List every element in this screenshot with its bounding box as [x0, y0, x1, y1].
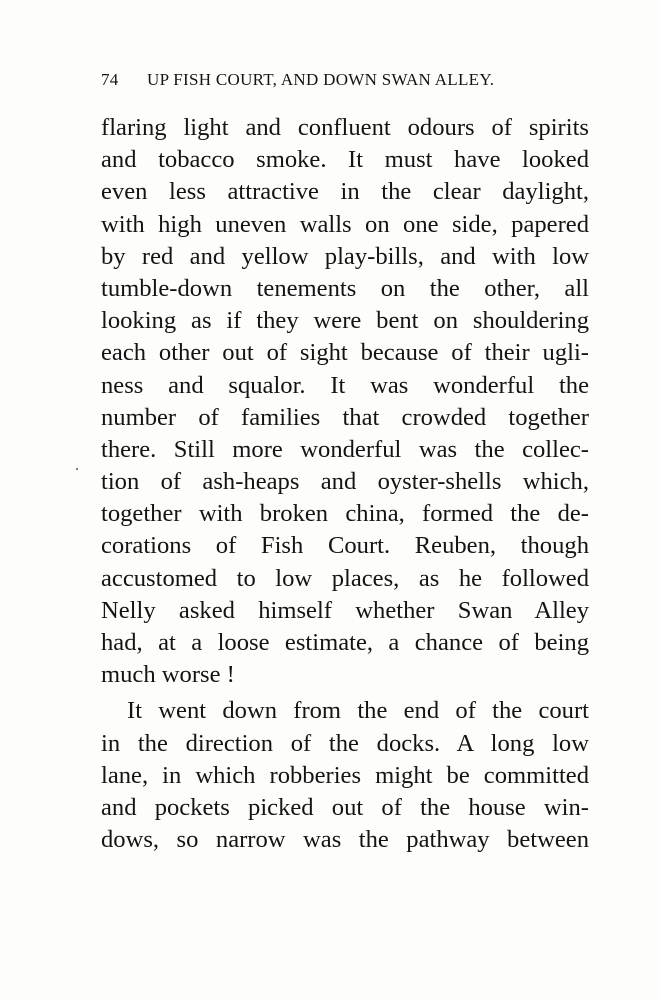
text-line: and pockets picked out of the house win-: [101, 793, 589, 821]
page-number: 74: [101, 70, 119, 89]
text-line: had, at a loose estimate, a chance of being: [101, 629, 589, 656]
text-line: corations of Fish Court. Reuben, though: [101, 532, 589, 560]
text-line: dows, so narrow was the pathway between: [101, 826, 589, 854]
paper-speck: [76, 468, 78, 470]
text-line: flaring light and confluent odours of spirits: [101, 114, 589, 141]
body-text: [101, 112, 589, 856]
text-line: ness and squalor. It was wonderful the: [101, 371, 589, 399]
text-line: by red and yellow play-bills, and with low: [101, 242, 589, 270]
text-line: looking as if they were bent on shouldering: [101, 307, 589, 335]
text-line: lane, in which robberies might be committed: [101, 761, 589, 789]
text-line: Nelly asked himself whether Swan Alley: [101, 596, 589, 624]
text-line: in the direction of the docks. A long low: [101, 729, 589, 757]
text-line: there. Still more wonderful was the collec-: [101, 435, 589, 463]
text-line: with high uneven walls on one side, papered: [101, 210, 589, 238]
text-line: each other out of sight because of their ugli-: [101, 339, 589, 367]
text-line: number of families that crowded together: [101, 403, 589, 431]
text-line: much worse !: [101, 661, 235, 689]
running-head: [101, 70, 591, 96]
text-line: together with broken china, formed the de-: [101, 500, 589, 528]
text-line: accustomed to low places, as he followed: [101, 564, 589, 592]
text-line: and tobacco smoke. It must have looked: [101, 146, 589, 174]
text-line: It went down from the end of the court: [127, 697, 589, 725]
text-line: even less attractive in the clear daylight,: [101, 178, 589, 206]
text-line: tion of ash-heaps and oyster-shells which,: [101, 468, 589, 496]
text-line: tumble-down tenements on the other, all: [101, 274, 589, 302]
running-title: UP FISH COURT, AND DOWN SWAN ALLEY.: [147, 70, 495, 89]
